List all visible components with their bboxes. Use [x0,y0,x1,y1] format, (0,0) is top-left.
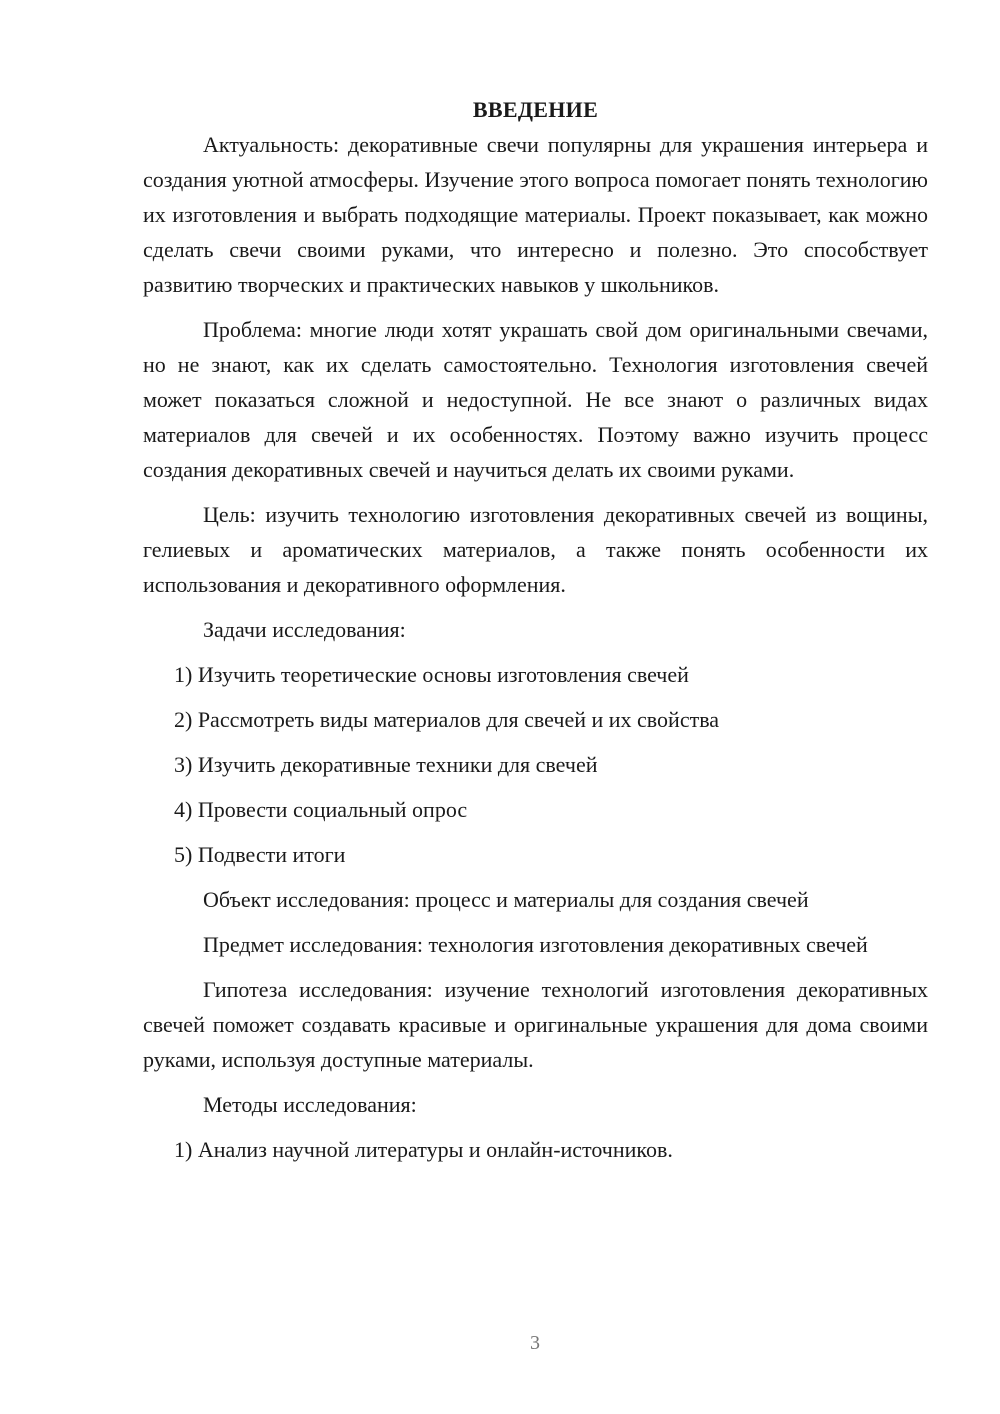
subject-paragraph: Предмет исследования: технология изготовления декоративных свечей [203,932,868,957]
task-item: 3) Изучить декоративные техники для свечей [174,752,598,777]
goal-paragraph: Цель: изучить технологию изготовления декоративных свечей из вощины, гелиевых и ароматических материалов, а также понять особенности их использования и декоративного оформления. [143,502,928,597]
object-paragraph: Объект исследования: процесс и материалы для создания свечей [203,887,809,912]
page-number: 3 [530,1332,540,1354]
document-page [143,92,928,1177]
task-item: 4) Провести социальный опрос [174,797,468,822]
method-item: 1) Анализ научной литературы и онлайн-источников. [174,1137,673,1162]
task-item: 2) Рассмотреть виды материалов для свечей и их свойства [174,707,720,732]
task-item: 1) Изучить теоретические основы изготовления свечей [174,662,689,687]
task-item: 5) Подвести итоги [174,842,346,867]
methods-heading: Методы исследования: [203,1092,417,1117]
problem-paragraph: Проблема: многие люди хотят украшать свой дом оригинальными свечами, но не знают, как их сделать самостоятельно. Технология изготовления свечей может показаться сложной и недоступной. Не все знают о различных видах материалов для свечей и их особенностях. Поэтому важно изучить процесс создания декоративных свечей и научиться делать их своими руками. [143,317,928,482]
relevance-paragraph: Актуальность: декоративные свечи популярны для украшения интерьера и создания уютной атмосферы. Изучение этого вопроса помогает понять технологию их изготовления и выбрать подходящие материалы. Проект показывает, как можно сделать свечи своими руками, что интересно и полезно. Это способствует развитию творческих и практических навыков у школьников. [143,132,928,297]
section-title: ВВЕДЕНИЕ [472,97,599,122]
hypothesis-paragraph: Гипотеза исследования: изучение технологий изготовления декоративных свечей поможет создавать красивые и оригинальные украшения для дома своими руками, используя доступные материалы. [143,977,928,1072]
tasks-heading: Задачи исследования: [203,617,406,642]
